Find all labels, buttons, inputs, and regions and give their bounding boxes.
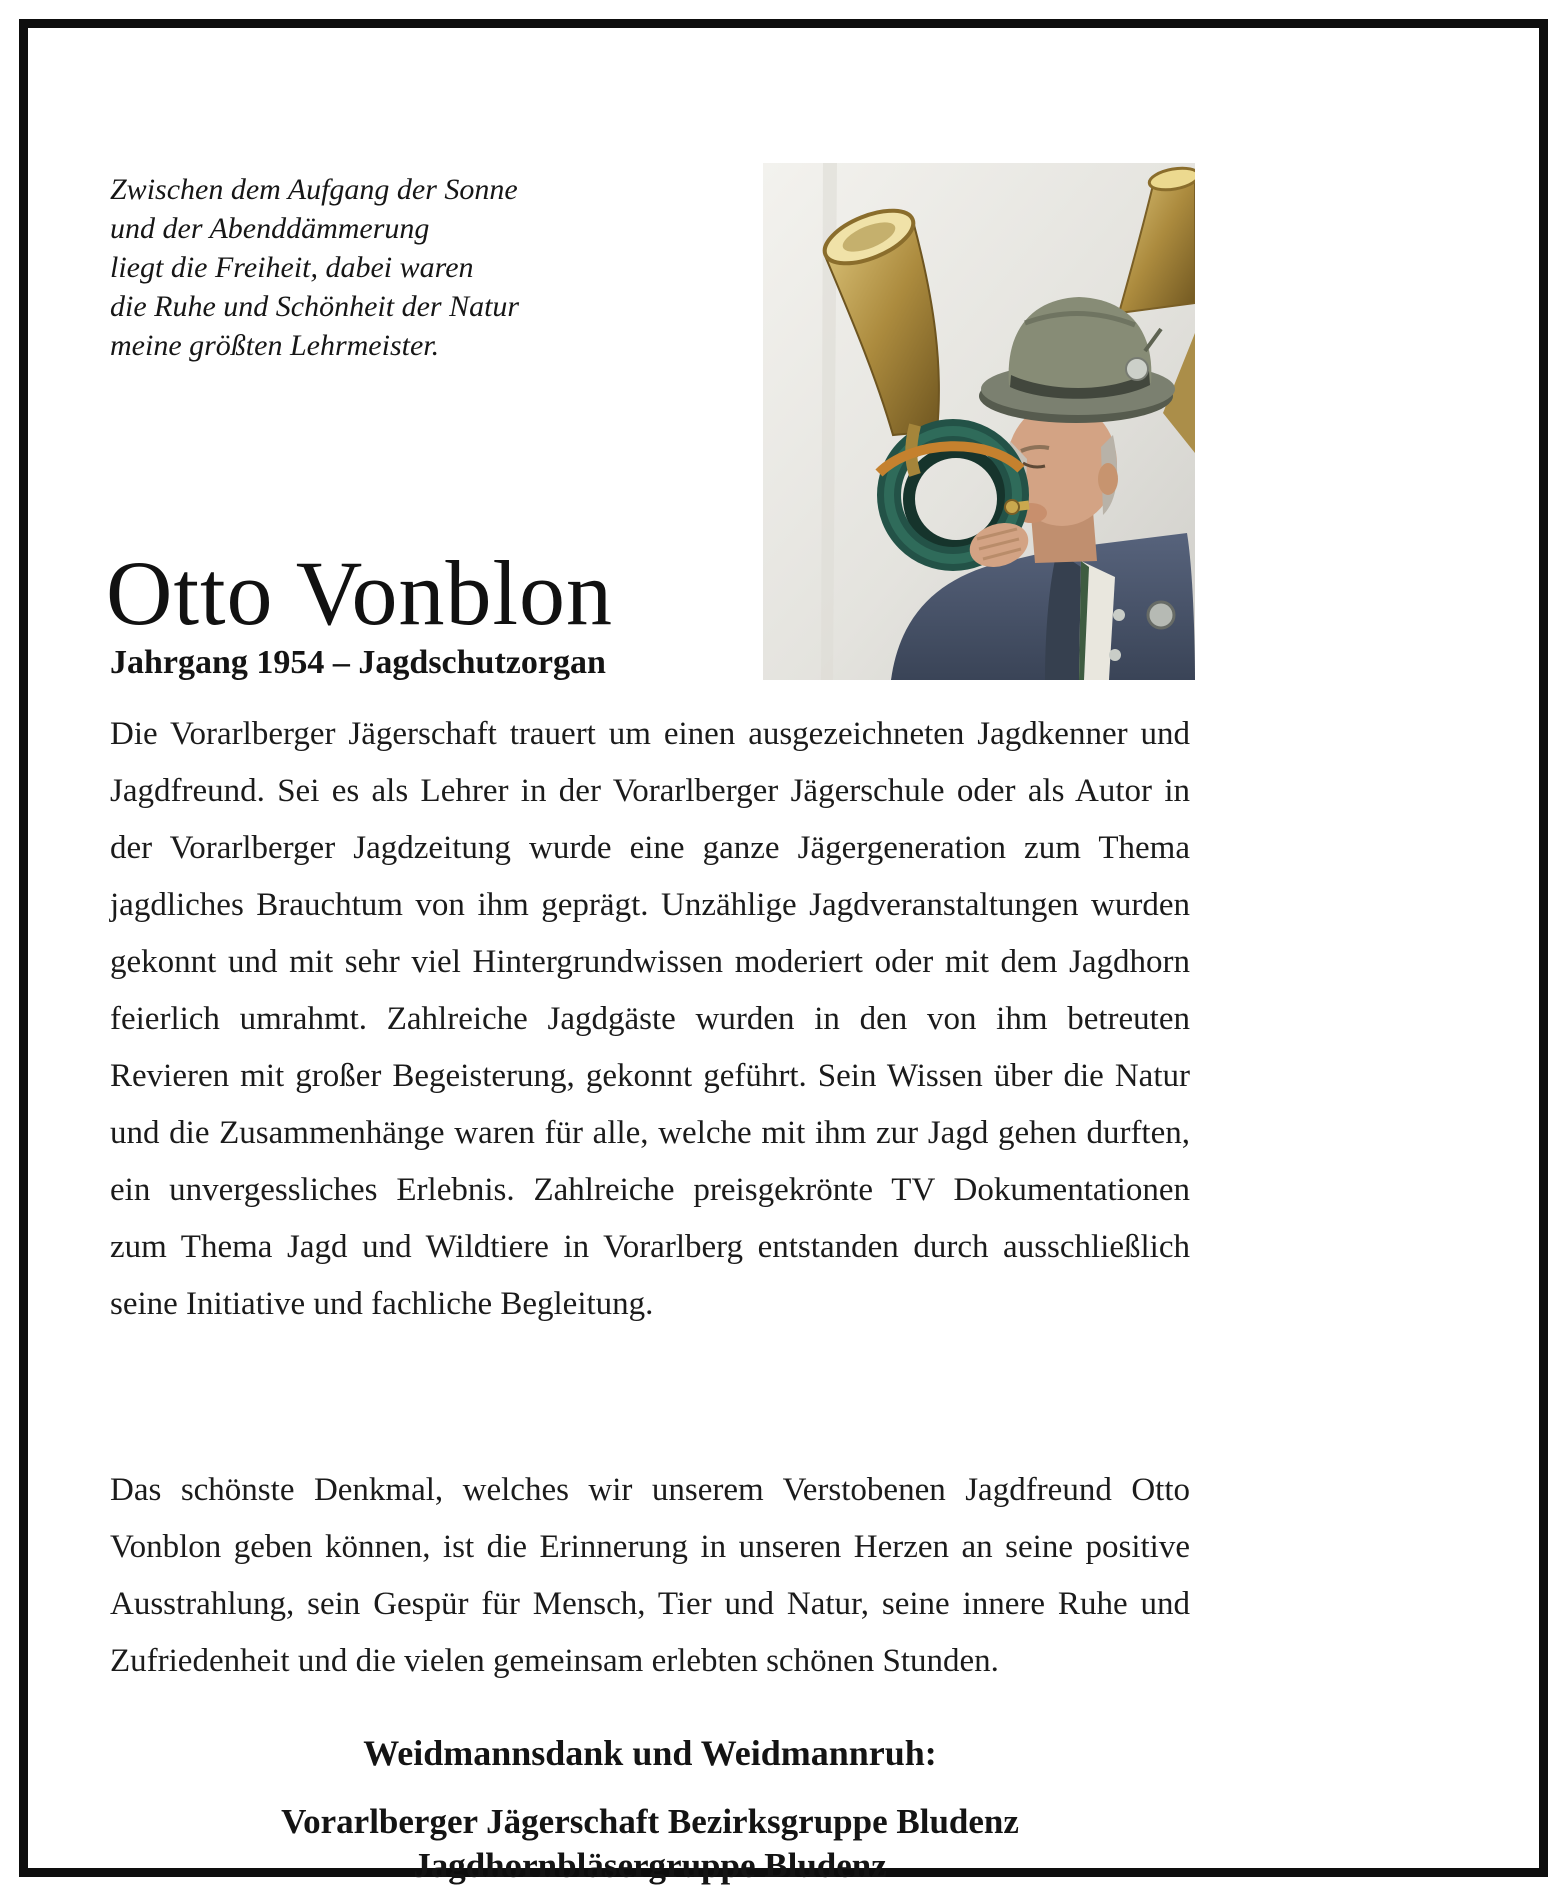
obituary-paragraph-2: Das schönste Denkmal, welches wir unserem Verstobenen Jagdfreund Otto Vonblon geben können, ist die Erinnerung in unseren Herzen an seine positive Ausstrahlung, sein Gespür für Mensch, Tier und Natur, seine innere Ruhe und Zufriedenheit und die vielen gemeinsam erlebten schönen Stunden.: [110, 1472, 1190, 1679]
deceased-subtitle: Jahrgang 1954 – Jagdschutzorgan: [110, 644, 606, 681]
quote-line: die Ruhe und Schönheit der Natur: [110, 290, 520, 323]
epitaph-quote: [110, 170, 519, 365]
quote-line: und der Abenddämmerung: [110, 212, 430, 245]
quote-line: Zwischen dem Aufgang der Sonne: [110, 173, 518, 206]
deceased-name: Otto Vonblon: [106, 542, 614, 644]
quote-line: meine größten Lehrmeister.: [110, 329, 440, 362]
footer-farewell: Weidmannsdank und Weidmannruh:: [363, 1733, 937, 1773]
footer-organization-1: Vorarlberger Jägerschaft Bezirksgruppe Bludenz: [281, 1802, 1019, 1841]
footer-organization-2: Jagdhornbläsergruppe Bludenz: [413, 1846, 887, 1885]
obituary-paragraph-1: Die Vorarlberger Jägerschaft trauert um einen ausgezeichneten Jagdkenner und Jagdfreund. Sei es als Lehrer in der Vorarlberger Jägerschule oder als Autor in der Vorarlberger Jagdzeitung wurde eine ganze Jägergeneration zum Thema jagdliches Brauchtum von ihm geprägt. Unzählige Jagdveranstaltungen wurden gekonnt und mit sehr viel Hintergrundwissen moderiert oder mit dem Jagdhorn feierlich umrahmt. Zahlreiche Jagdgäste wurden in den von ihm betreuten Revieren mit großer Begeisterung, gekonnt geführt. Sein Wissen über die Natur und die Zusammenhänge waren für alle, welche mit ihm zur Jagd gehen durften, ein unvergessliches Erlebnis. Zahlreiche preisgekrönte TV Dokumentationen zum Thema Jagd und Wildtiere in Vorarlberg entstanden durch ausschließlich seine Initiative und fachliche Begleitung.: [110, 716, 1190, 1322]
jagdhorn-player-photo-icon: [763, 163, 1195, 680]
footer-block: [110, 1732, 1190, 1888]
portrait-photo: [763, 163, 1195, 680]
quote-line: liegt die Freiheit, dabei waren: [110, 251, 474, 284]
